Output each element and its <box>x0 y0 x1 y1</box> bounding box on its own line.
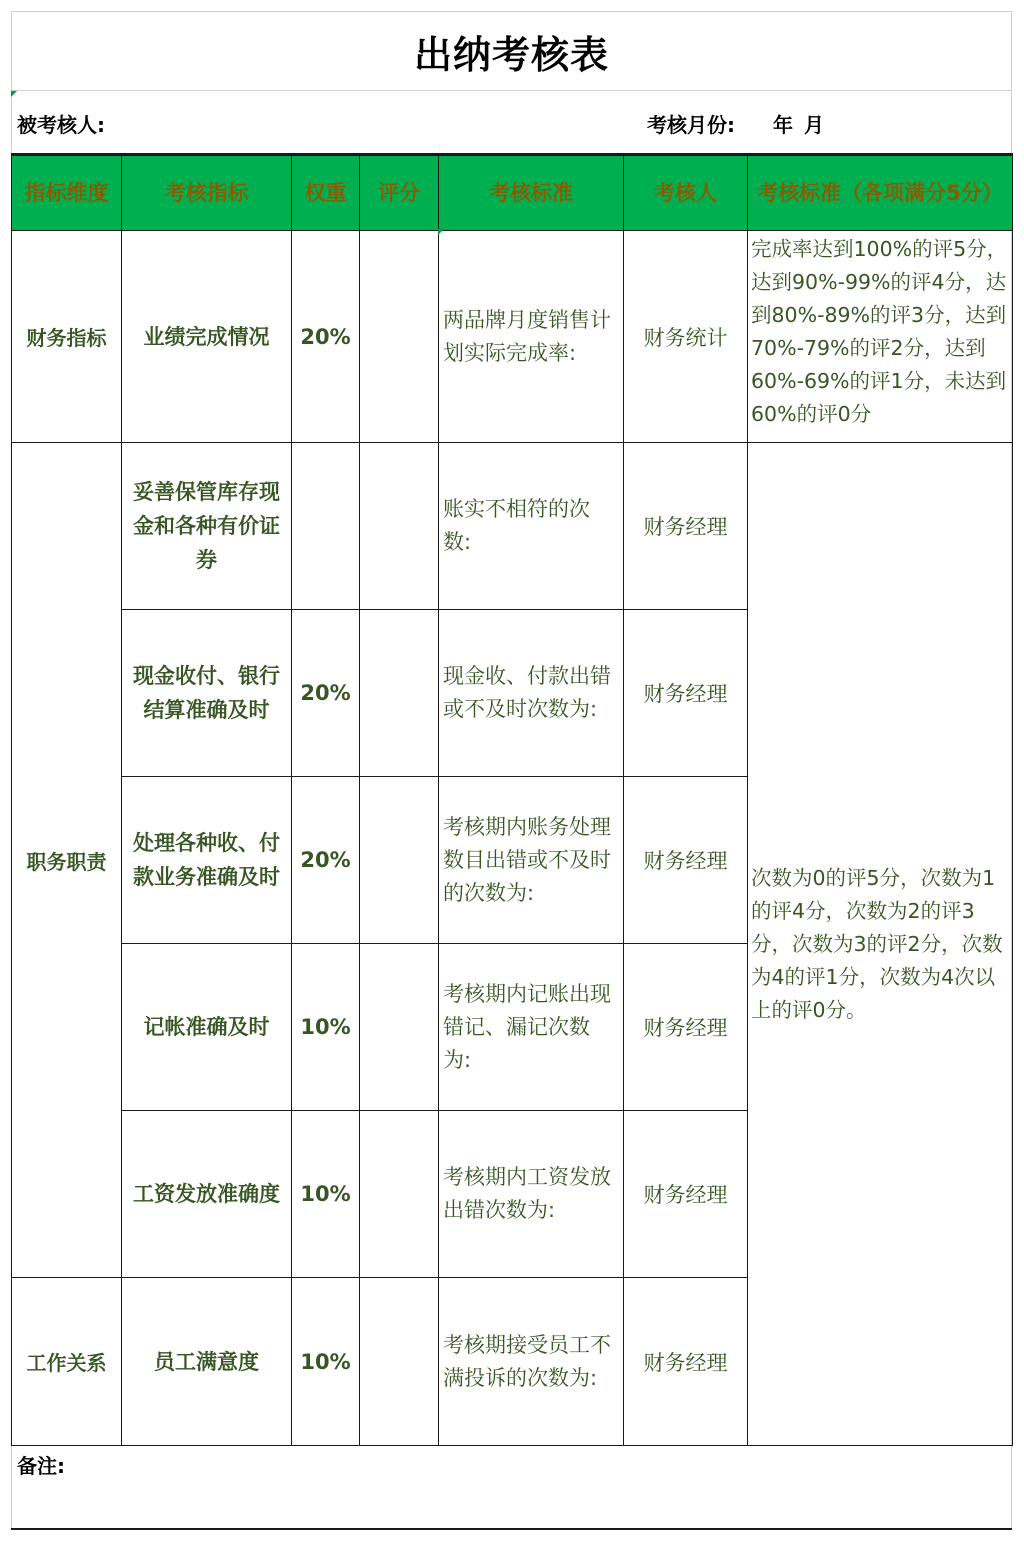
indicator-cell: 记帐准确及时 <box>122 944 292 1111</box>
title-row <box>11 11 1012 91</box>
assessment-table <box>11 153 1013 1446</box>
assessor-cell: 财务经理 <box>624 443 748 610</box>
page-title: 出纳考核表 <box>413 32 609 77</box>
notes-row[interactable] <box>11 1446 1012 1530</box>
standard-cell: 考核期接受员工不满投诉的次数为: <box>439 1278 624 1446</box>
indicator-cell: 业绩完成情况 <box>122 231 292 443</box>
weight-cell: 10% <box>292 1278 360 1446</box>
score-cell[interactable] <box>360 777 439 944</box>
assessee-label: 被考核人: <box>17 113 105 137</box>
score-cell[interactable] <box>360 231 439 443</box>
table-row <box>12 443 1013 610</box>
standard-cell: 考核期内账务处理数目出错或不及时的次数为: <box>439 777 624 944</box>
col-header-dimension: 指标维度 <box>12 155 122 231</box>
notes-label: 备注: <box>17 1454 65 1478</box>
indicator-cell: 员工满意度 <box>122 1278 292 1446</box>
dimension-cell: 财务指标 <box>12 231 122 443</box>
indicator-cell: 妥善保管库存现金和各种有价证券 <box>122 443 292 610</box>
month-value[interactable]: 年 月 <box>773 113 826 137</box>
weight-cell: 10% <box>292 944 360 1111</box>
standard-cell: 考核期内记账出现错记、漏记次数为: <box>439 944 624 1111</box>
assessor-cell: 财务经理 <box>624 1111 748 1278</box>
weight-cell: 20% <box>292 610 360 777</box>
score-cell[interactable] <box>360 944 439 1111</box>
header-row <box>12 155 1013 231</box>
score-cell[interactable] <box>360 443 439 610</box>
score-cell[interactable] <box>360 1111 439 1278</box>
standard-cell: 考核期内工资发放出错次数为: <box>439 1111 624 1278</box>
assessor-cell: 财务统计 <box>624 231 748 443</box>
dimension-cell: 职务职责 <box>12 443 122 1278</box>
rule-cell-count: 次数为0的评5分，次数为1的评4分，次数为2的评3分，次数为3的评2分，次数为4的评1分，次数为4次以上的评0分。 <box>748 443 1013 1446</box>
assessor-cell: 财务经理 <box>624 1278 748 1446</box>
col-header-assessor: 考核人 <box>624 155 748 231</box>
weight-cell: 20% <box>292 231 360 443</box>
score-cell[interactable] <box>360 1278 439 1446</box>
indicator-cell: 处理各种收、付款业务准确及时 <box>122 777 292 944</box>
month-label: 考核月份: <box>647 113 735 137</box>
rule-cell-completion: 完成率达到100%的评5分，达到90%-99%的评4分，达到80%-89%的评3分，达到70%-79%的评2分，达到60%-69%的评1分，未达到60%的评0分 <box>748 231 1013 443</box>
col-header-weight: 权重 <box>292 155 360 231</box>
standard-cell: 现金收、付款出错或不及时次数为: <box>439 610 624 777</box>
dimension-cell: 工作关系 <box>12 1278 122 1446</box>
indicator-cell: 工资发放准确度 <box>122 1111 292 1278</box>
weight-cell <box>292 443 360 610</box>
cell-comment-marker <box>438 229 444 235</box>
standard-cell: 两品牌月度销售计划实际完成率: <box>439 231 624 443</box>
table-row <box>12 231 1013 443</box>
assessor-cell: 财务经理 <box>624 777 748 944</box>
standard-cell: 账实不相符的次数: <box>439 443 624 610</box>
col-header-standard: 考核标准 <box>439 155 624 231</box>
col-header-score: 评分 <box>360 155 439 231</box>
assessor-cell: 财务经理 <box>624 944 748 1111</box>
assessor-cell: 财务经理 <box>624 610 748 777</box>
weight-cell: 10% <box>292 1111 360 1278</box>
indicator-cell: 现金收付、银行结算准确及时 <box>122 610 292 777</box>
weight-cell: 20% <box>292 777 360 944</box>
col-header-rule: 考核标准（各项满分5分） <box>748 155 1013 231</box>
score-cell[interactable] <box>360 610 439 777</box>
col-header-indicator: 考核指标 <box>122 155 292 231</box>
info-row <box>11 91 1012 153</box>
